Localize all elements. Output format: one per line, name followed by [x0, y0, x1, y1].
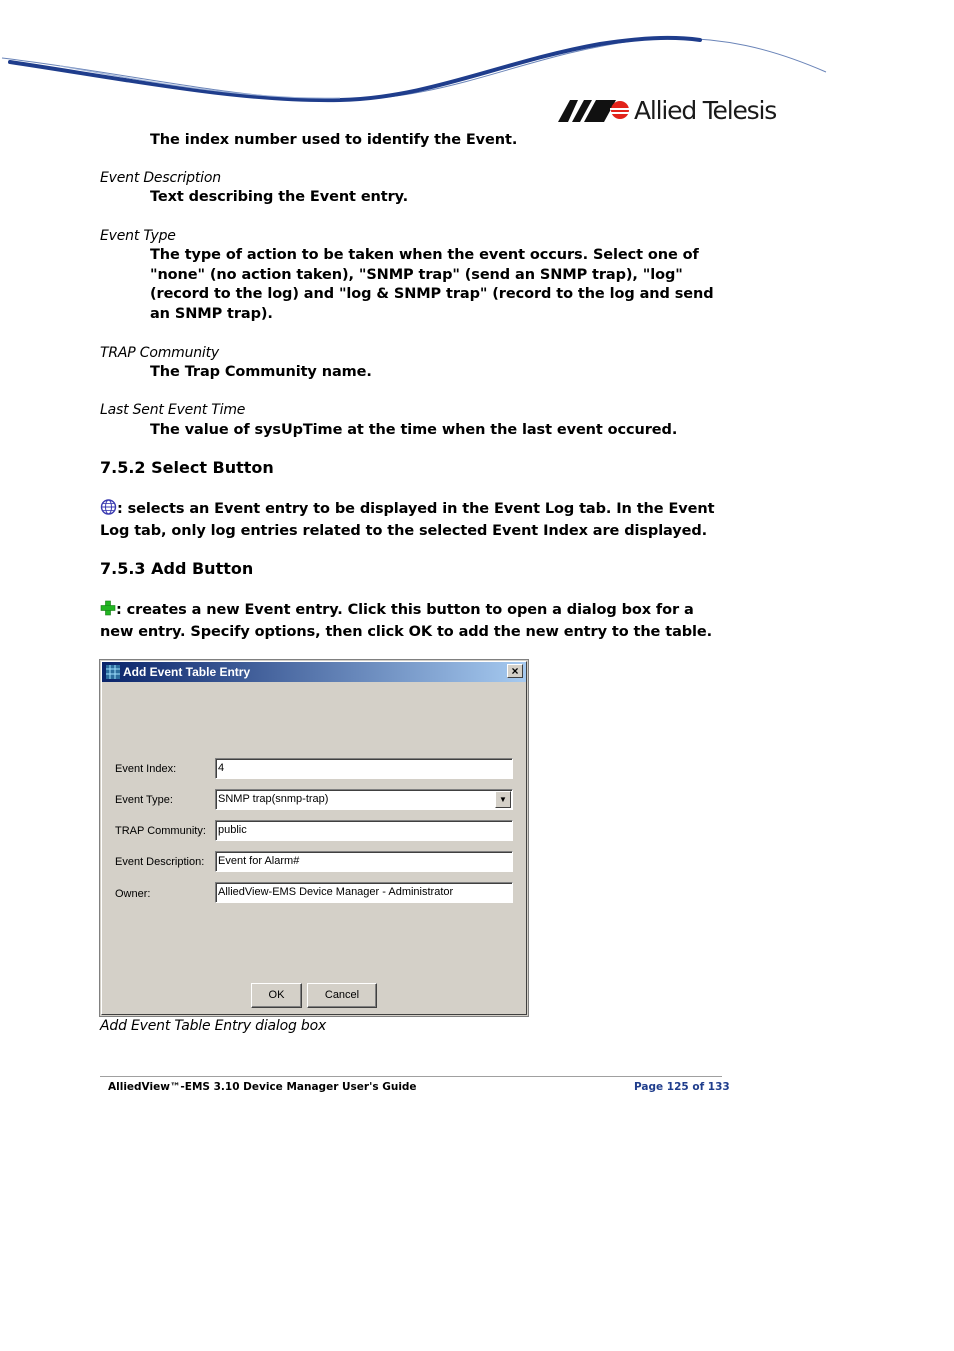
event-index-input[interactable]: 4: [215, 758, 513, 779]
term-trap-community: TRAP Community: [100, 345, 219, 361]
event-index-label: Event Index:: [115, 763, 177, 775]
event-type-label: Event Type:: [115, 794, 173, 806]
event-description-label: Event Description:: [115, 856, 205, 868]
dialog-close-button[interactable]: [507, 664, 523, 678]
header-swoosh: [0, 0, 954, 130]
event-type-selected: SNMP trap(snmp-trap): [218, 793, 329, 805]
event-type-select[interactable]: [215, 789, 513, 810]
add-event-dialog: [99, 659, 529, 1017]
ok-button[interactable]: OK: [251, 983, 302, 1008]
dialog-title: Add Event Table Entry: [123, 665, 251, 679]
owner-input[interactable]: AlliedView-EMS Device Manager - Administrator: [215, 882, 513, 903]
allied-telesis-logo: [558, 94, 776, 126]
cancel-button[interactable]: Cancel: [307, 983, 377, 1008]
desc-last-sent-event-time: The value of sysUpTime at the time when the last event occured.: [150, 422, 678, 438]
owner-label: Owner:: [115, 888, 151, 900]
term-last-sent-event-time: Last Sent Event Time: [100, 402, 246, 418]
dialog-titlebar[interactable]: [102, 662, 526, 682]
section-text-add: [100, 600, 730, 642]
dropdown-arrow-icon[interactable]: ▼: [495, 791, 511, 808]
add-plus-icon: [100, 600, 116, 622]
desc-event-type: The type of action to be taken when the event occurs. Select one of "none" (no action taken), "SNMP trap" (send an SNMP trap), "log" (record to the log) and "log & SNMP trap" (record to the log and send an SNMP trap).: [150, 247, 714, 323]
footer-divider: [100, 1076, 722, 1077]
desc-trap-community: The Trap Community name.: [150, 364, 372, 380]
trap-community-input[interactable]: public: [215, 820, 513, 841]
section-heading-select: 7.5.2 Select Button: [100, 458, 274, 477]
figure-caption: Add Event Table Entry dialog box: [100, 1018, 327, 1034]
section-text-select: [100, 499, 730, 541]
trap-community-label: TRAP Community:: [115, 825, 206, 837]
term-event-type: Event Type: [100, 228, 176, 244]
event-description-input[interactable]: Event for Alarm#: [215, 851, 513, 872]
footer-guide-title: AlliedView™-EMS 3.10 Device Manager User's Guide: [108, 1081, 417, 1093]
select-description: : selects an Event entry to be displayed in the Event Log tab. In the Event Log tab, only log entries related to the selected Event Index are displayed.: [100, 501, 715, 539]
footer-page-number: Page 125 of 133: [634, 1081, 730, 1093]
section-heading-add: 7.5.3 Add Button: [100, 559, 254, 578]
desc-event-description: Text describing the Event entry.: [150, 189, 409, 205]
grid-app-icon: [105, 664, 121, 680]
logo-mark-icon: [558, 98, 630, 122]
add-description: : creates a new Event entry. Click this button to open a dialog box for a new entry. Specify options, then click OK to add the new entry to the table.: [100, 602, 713, 640]
logo-text: Allied Telesis: [634, 95, 777, 125]
event-index-description: The index number used to identify the Event.: [150, 132, 518, 148]
close-icon: ×: [511, 664, 519, 678]
select-globe-icon: [100, 499, 117, 521]
term-event-description: Event Description: [100, 170, 221, 186]
